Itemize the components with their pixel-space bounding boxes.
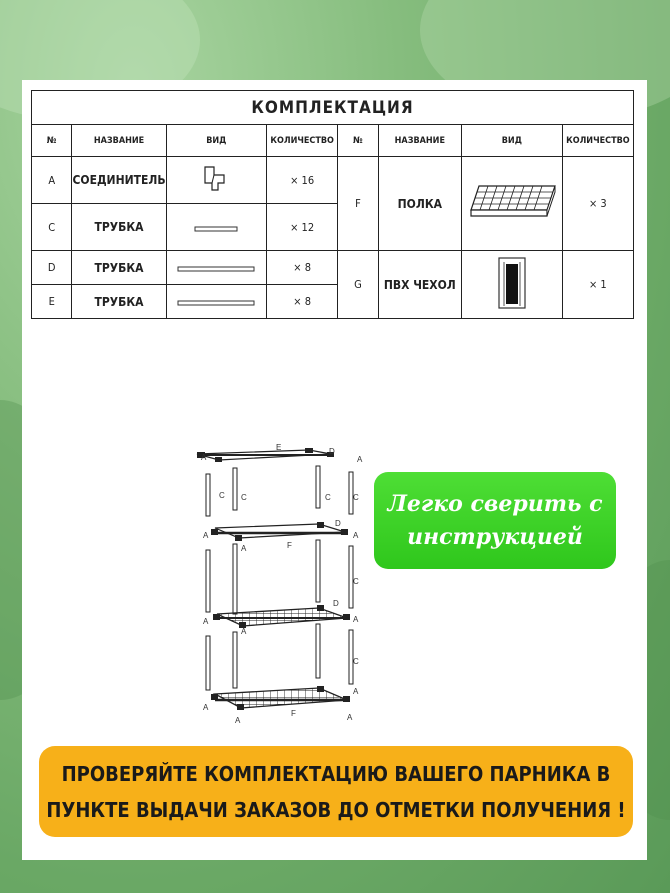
- pvc-cover-icon: [461, 251, 562, 319]
- label-a: A: [241, 544, 247, 553]
- item-letter: F: [338, 157, 378, 251]
- label-d: D: [329, 447, 335, 456]
- promo-badge: [374, 472, 616, 569]
- short-tube-icon: [166, 204, 266, 251]
- item-qty: × 16: [267, 157, 338, 204]
- shelf-1: [211, 522, 348, 541]
- assembly-diagram: [179, 438, 379, 728]
- label-a: A: [201, 453, 207, 462]
- item-name: СОЕДИНИТЕЛЬ: [72, 157, 166, 204]
- kit-contents-table: [31, 90, 634, 319]
- label-f: F: [287, 541, 292, 550]
- item-letter: C: [32, 204, 72, 251]
- item-name: ПВХ ЧЕХОЛ: [378, 251, 461, 319]
- label-c: C: [325, 493, 331, 502]
- label-e: E: [276, 443, 282, 452]
- notice-line-1: ПРОВЕРЯЙТЕ КОМПЛЕКТАЦИЮ ВАШЕГО ПАРНИКА В: [61, 761, 611, 786]
- label-d: D: [335, 519, 341, 528]
- label-a: A: [353, 687, 359, 696]
- item-name: ТРУБКА: [72, 251, 166, 285]
- item-qty: × 3: [562, 157, 633, 251]
- notice-line-2: ПУНКТЕ ВЫДАЧИ ЗАКАЗОВ ДО ОТМЕТКИ ПОЛУЧЕНИЯ !: [46, 797, 626, 822]
- notice-banner: [39, 746, 633, 837]
- long-tube-icon: [166, 251, 266, 285]
- item-letter: E: [32, 285, 72, 319]
- label-a: A: [357, 455, 363, 464]
- item-letter: A: [32, 157, 72, 204]
- item-letter: D: [32, 251, 72, 285]
- header-num: №: [32, 125, 72, 157]
- header-qty: КОЛИЧЕСТВО: [562, 125, 633, 157]
- promo-line-2: инструкцией: [407, 523, 583, 550]
- label-a: A: [353, 615, 359, 624]
- header-name: НАЗВАНИЕ: [378, 125, 461, 157]
- item-name: ТРУБКА: [72, 204, 166, 251]
- shelf-icon: [461, 157, 562, 251]
- content-card: [22, 80, 647, 860]
- table-row: [32, 157, 634, 204]
- item-name: ТРУБКА: [72, 285, 166, 319]
- header-name: НАЗВАНИЕ: [72, 125, 166, 157]
- label-f: F: [291, 709, 296, 718]
- table-row: [32, 251, 634, 285]
- label-a: A: [353, 531, 359, 540]
- header-view: ВИД: [166, 125, 266, 157]
- shelf-3: [211, 686, 350, 710]
- item-name: ПОЛКА: [378, 157, 461, 251]
- table-title: КОМПЛЕКТАЦИЯ: [32, 91, 634, 125]
- label-c: C: [353, 577, 359, 586]
- item-qty: × 8: [267, 251, 338, 285]
- long-tube-icon: [166, 285, 266, 319]
- label-c: C: [353, 657, 359, 666]
- item-letter: G: [338, 251, 378, 319]
- connector-icon: [166, 157, 266, 204]
- label-a: A: [347, 713, 353, 722]
- label-c: C: [241, 493, 247, 502]
- header-qty: КОЛИЧЕСТВО: [267, 125, 338, 157]
- item-qty: × 12: [267, 204, 338, 251]
- label-a: A: [203, 617, 209, 626]
- label-d: D: [333, 599, 339, 608]
- label-a: A: [241, 627, 247, 636]
- label-a: A: [235, 716, 241, 725]
- item-qty: × 8: [267, 285, 338, 319]
- table-header-row: [32, 125, 634, 157]
- label-a: A: [203, 531, 209, 540]
- header-view: ВИД: [461, 125, 562, 157]
- diagram-labels: [201, 443, 363, 725]
- promo-line-1: Легко сверить с: [387, 490, 603, 517]
- label-c: C: [353, 493, 359, 502]
- label-c: C: [219, 491, 225, 500]
- top-frame: [197, 448, 334, 462]
- header-num: №: [338, 125, 378, 157]
- item-qty: × 1: [562, 251, 633, 319]
- label-a: A: [203, 703, 209, 712]
